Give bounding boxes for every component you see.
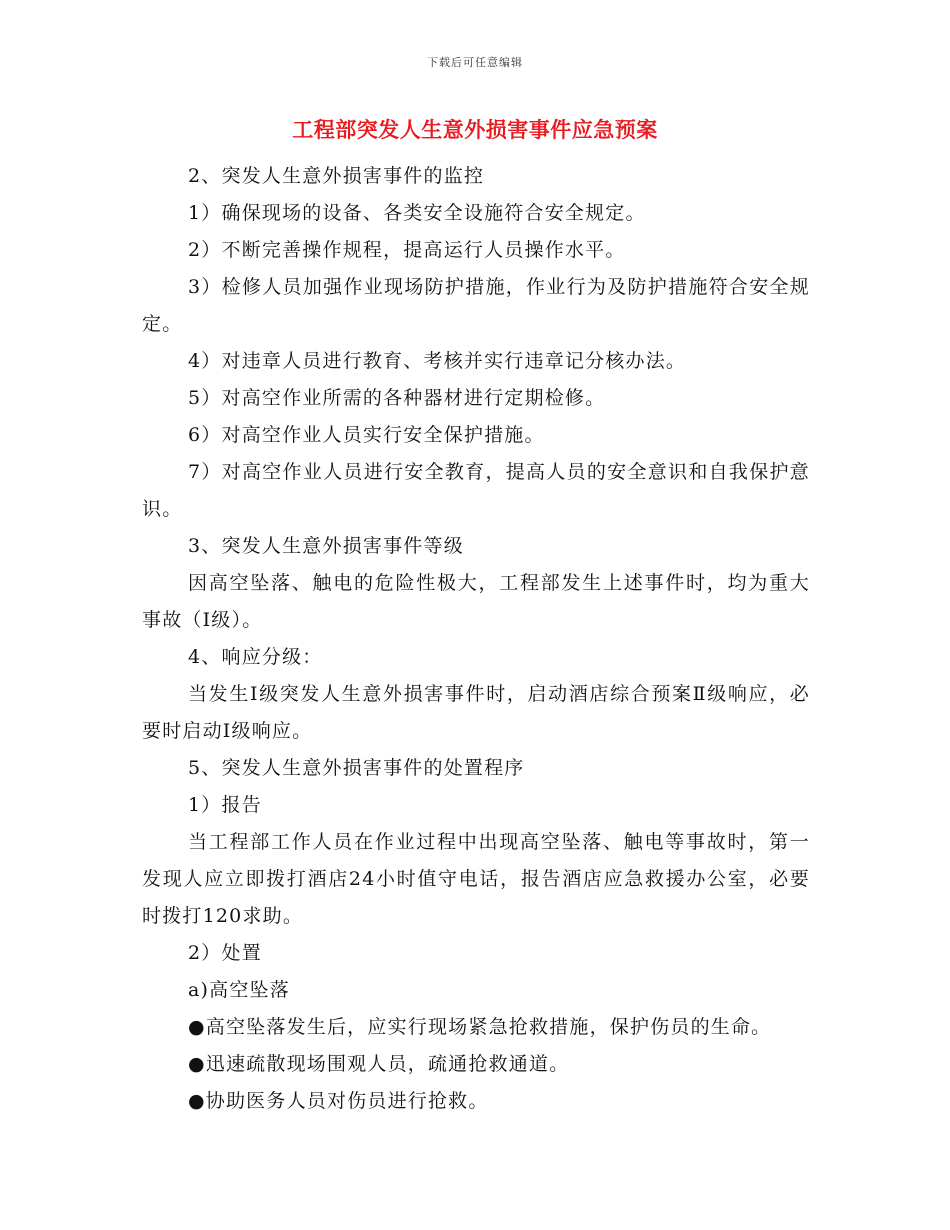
bullet-item: ●协助医务人员对伤员进行抢救。 [188, 1090, 489, 1112]
list-item: 3）检修人员加强作业现场防护措施，作业行为及防护措施符合安全规定。 [142, 276, 810, 335]
body-paragraph: 因高空坠落、触电的危险性极大，工程部发生上述事件时，均为重大事故（Ⅰ级）。 [142, 572, 810, 631]
list-item: 1）确保现场的设备、各类安全设施符合安全规定。 [188, 202, 646, 224]
section-heading-procedure: 5、突发人生意外损害事件的处置程序 [188, 757, 525, 779]
body-paragraph: 当发生Ⅰ级突发人生意外损害事件时，启动酒店综合预案Ⅱ级响应，必要时启动Ⅰ级响应。 [142, 683, 810, 742]
list-item: 2）不断完善操作规程，提高运行人员操作水平。 [188, 239, 626, 261]
body-paragraph: 当工程部工作人员在作业过程中出现高空坠落、触电等事故时，第一发现人应立即拨打酒店24小时值守电话，报告酒店应急救援办公室，必要时拨打120求助。 [142, 831, 810, 927]
section-heading-response: 4、响应分级： [188, 646, 323, 668]
bullet-item: ●高空坠落发生后，应实行现场紧急抢救措施，保护伤员的生命。 [188, 1016, 772, 1038]
subsection-heading-fall: a)高空坠落 [188, 979, 290, 1001]
bullet-item: ●迅速疏散现场围观人员，疏通抢救通道。 [188, 1053, 570, 1075]
list-item: 5）对高空作业所需的各种器材进行定期检修。 [188, 387, 606, 409]
section-heading-level: 3、突发人生意外损害事件等级 [188, 535, 464, 557]
list-item: 4）对违章人员进行教育、考核并实行违章记分核办法。 [188, 350, 687, 372]
list-item: 6）对高空作业人员实行安全保护措施。 [188, 424, 545, 446]
subsection-heading-handling: 2）处置 [188, 942, 262, 964]
section-heading-monitoring: 2、突发人生意外损害事件的监控 [188, 165, 485, 187]
subsection-heading-report: 1）报告 [188, 794, 262, 816]
page-header-note: 下载后可任意编辑 [427, 56, 523, 69]
document-title: 工程部突发人生意外损害事件应急预案 [292, 118, 658, 142]
document-body [142, 158, 810, 1120]
list-item: 7）对高空作业人员进行安全教育，提高人员的安全意识和自我保护意识。 [142, 461, 810, 520]
